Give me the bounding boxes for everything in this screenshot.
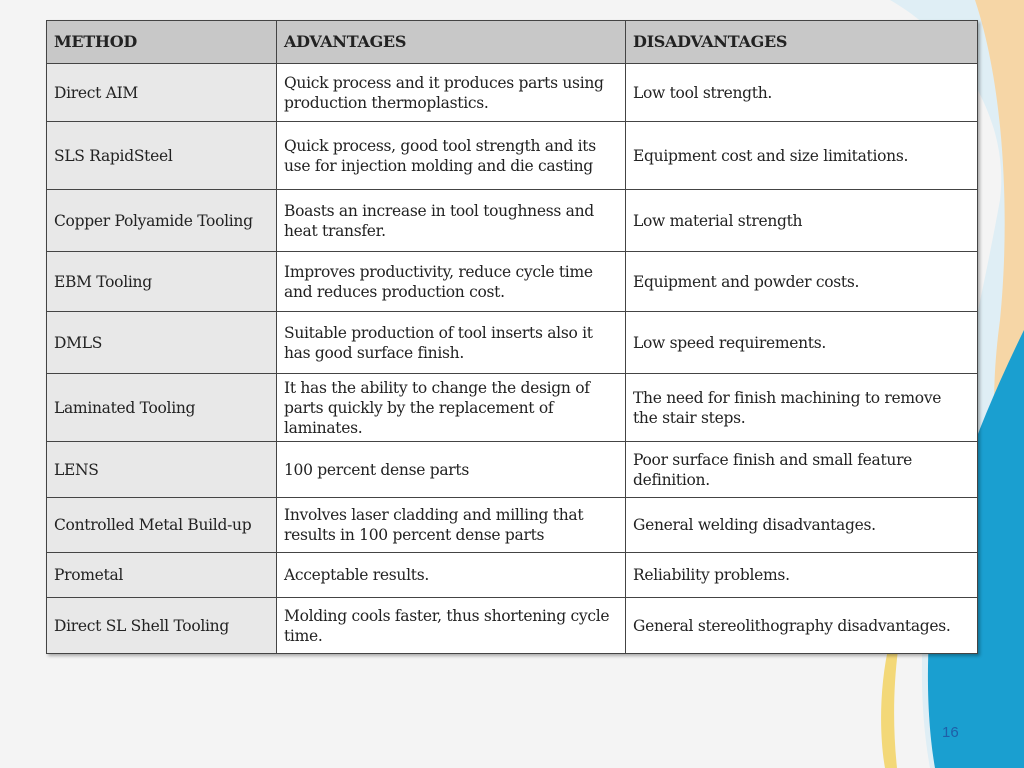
cell-disadvantage: General welding disadvantages. xyxy=(626,498,978,553)
cell-disadvantage: Low tool strength. xyxy=(626,64,978,122)
cell-method: DMLS xyxy=(47,312,277,374)
cell-disadvantage: Low material strength xyxy=(626,190,978,252)
table-row xyxy=(47,498,978,553)
table-row xyxy=(47,122,978,190)
cell-disadvantage: The need for finish machining to remove the stair steps. xyxy=(626,374,978,442)
table-row xyxy=(47,598,978,654)
page-number: 16 xyxy=(942,724,959,741)
table-row xyxy=(47,442,978,498)
cell-method: Direct AIM xyxy=(47,64,277,122)
cell-method: EBM Tooling xyxy=(47,252,277,312)
cell-advantage: Improves productivity, reduce cycle time and reduces production cost. xyxy=(277,252,626,312)
cell-method: LENS xyxy=(47,442,277,498)
cell-advantage: Quick process and it produces parts using production thermoplastics. xyxy=(277,64,626,122)
cell-advantage: Acceptable results. xyxy=(277,553,626,598)
cell-disadvantage: Poor surface finish and small feature definition. xyxy=(626,442,978,498)
table-row xyxy=(47,252,978,312)
cell-disadvantage: Reliability problems. xyxy=(626,553,978,598)
table-row xyxy=(47,312,978,374)
cell-advantage: Suitable production of tool inserts also it has good surface finish. xyxy=(277,312,626,374)
cell-advantage: Quick process, good tool strength and its use for injection molding and die casting xyxy=(277,122,626,190)
table-header-row xyxy=(47,21,978,64)
header-advantages: ADVANTAGES xyxy=(277,21,626,64)
header-method: METHOD xyxy=(47,21,277,64)
cell-method: Prometal xyxy=(47,553,277,598)
cell-method: SLS RapidSteel xyxy=(47,122,277,190)
cell-disadvantage: Equipment and powder costs. xyxy=(626,252,978,312)
cell-method: Laminated Tooling xyxy=(47,374,277,442)
cell-method: Controlled Metal Build-up xyxy=(47,498,277,553)
methods-table xyxy=(46,20,978,654)
cell-disadvantage: Low speed requirements. xyxy=(626,312,978,374)
cell-disadvantage: Equipment cost and size limitations. xyxy=(626,122,978,190)
table-row xyxy=(47,190,978,252)
cell-advantage: Boasts an increase in tool toughness and heat transfer. xyxy=(277,190,626,252)
cell-method: Direct SL Shell Tooling xyxy=(47,598,277,654)
cell-advantage: It has the ability to change the design of parts quickly by the replacement of laminates. xyxy=(277,374,626,442)
table-row xyxy=(47,553,978,598)
cell-advantage: Involves laser cladding and milling that results in 100 percent dense parts xyxy=(277,498,626,553)
cell-advantage: Molding cools faster, thus shortening cycle time. xyxy=(277,598,626,654)
cell-method: Copper Polyamide Tooling xyxy=(47,190,277,252)
header-disadvantages: DISADVANTAGES xyxy=(626,21,978,64)
table-row xyxy=(47,374,978,442)
table-row xyxy=(47,64,978,122)
cell-advantage: 100 percent dense parts xyxy=(277,442,626,498)
cell-disadvantage: General stereolithography disadvantages. xyxy=(626,598,978,654)
